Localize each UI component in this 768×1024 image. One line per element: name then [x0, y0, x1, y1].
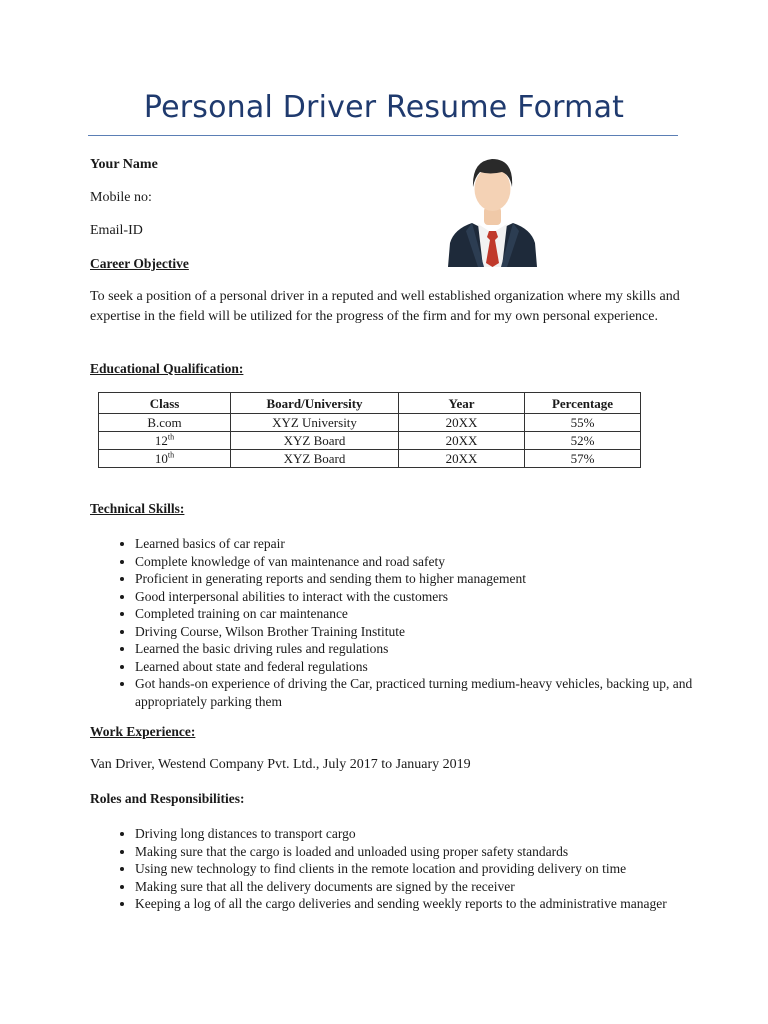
list-item: • Making sure that the cargo is loaded and unloaded using proper safety standards	[135, 843, 695, 861]
technical-skills-list	[90, 535, 695, 710]
businessman-avatar-icon	[440, 145, 545, 267]
list-item: • Proficient in generating reports and sending them to higher management	[135, 570, 695, 588]
title-divider	[88, 135, 678, 136]
career-objective-heading: Career Objective	[90, 256, 189, 271]
table-row	[99, 432, 641, 450]
cell-percentage: 57%	[525, 450, 641, 468]
cell-year: 20XX	[399, 450, 525, 468]
roles-heading: Roles and Responsibilities:	[90, 791, 245, 806]
list-item: • Got hands-on experience of driving the Car, practiced turning medium-heavy vehicles, backing up, and appropriately parking them	[135, 675, 695, 710]
col-year: Year	[399, 393, 525, 414]
roles-list	[90, 825, 695, 913]
list-item: • Complete knowledge of van maintenance and road safety	[135, 553, 695, 571]
cell-class: 10th	[99, 450, 231, 468]
education-heading: Educational Qualification:	[90, 361, 244, 376]
list-item: • Making sure that all the delivery documents are signed by the receiver	[135, 878, 695, 896]
education-table	[98, 392, 641, 468]
education-header-row	[99, 393, 641, 414]
cell-year: 20XX	[399, 432, 525, 450]
table-row	[99, 414, 641, 432]
cell-board: XYZ Board	[231, 450, 399, 468]
list-item: • Driving long distances to transport cargo	[135, 825, 695, 843]
list-item: • Good interpersonal abilities to interact with the customers	[135, 588, 695, 606]
list-item: • Keeping a log of all the cargo deliveries and sending weekly reports to the administrative manager	[135, 895, 695, 913]
mobile-label: Mobile no:	[90, 190, 152, 205]
table-row	[99, 450, 641, 468]
work-experience-heading: Work Experience:	[90, 724, 196, 739]
cell-class: B.com	[99, 414, 231, 432]
your-name-label: Your Name	[90, 157, 158, 172]
career-objective-text: To seek a position of a personal driver in a reputed and well established organization where my skills and expertise in the field will be utilized for the progress of the firm and for my own personal experience.	[90, 289, 680, 324]
col-class: Class	[99, 393, 231, 414]
email-label: Email-ID	[90, 223, 143, 238]
list-item: • Learned the basic driving rules and regulations	[135, 640, 695, 658]
col-percentage: Percentage	[525, 393, 641, 414]
cell-percentage: 55%	[525, 414, 641, 432]
work-experience-text: Van Driver, Westend Company Pvt. Ltd., July 2017 to January 2019	[90, 757, 471, 772]
cell-class: 12th	[99, 432, 231, 450]
list-item: • Using new technology to find clients in the remote location and providing delivery on time	[135, 860, 695, 878]
technical-skills-heading: Technical Skills:	[90, 501, 185, 516]
cell-board: XYZ University	[231, 414, 399, 432]
page-title: Personal Driver Resume Format	[143, 90, 625, 125]
col-board: Board/University	[231, 393, 399, 414]
list-item: • Learned basics of car repair	[135, 535, 695, 553]
list-item: • Completed training on car maintenance	[135, 605, 695, 623]
list-item: • Learned about state and federal regulations	[135, 658, 695, 676]
list-item: • Driving Course, Wilson Brother Training Institute	[135, 623, 695, 641]
cell-percentage: 52%	[525, 432, 641, 450]
cell-year: 20XX	[399, 414, 525, 432]
cell-board: XYZ Board	[231, 432, 399, 450]
